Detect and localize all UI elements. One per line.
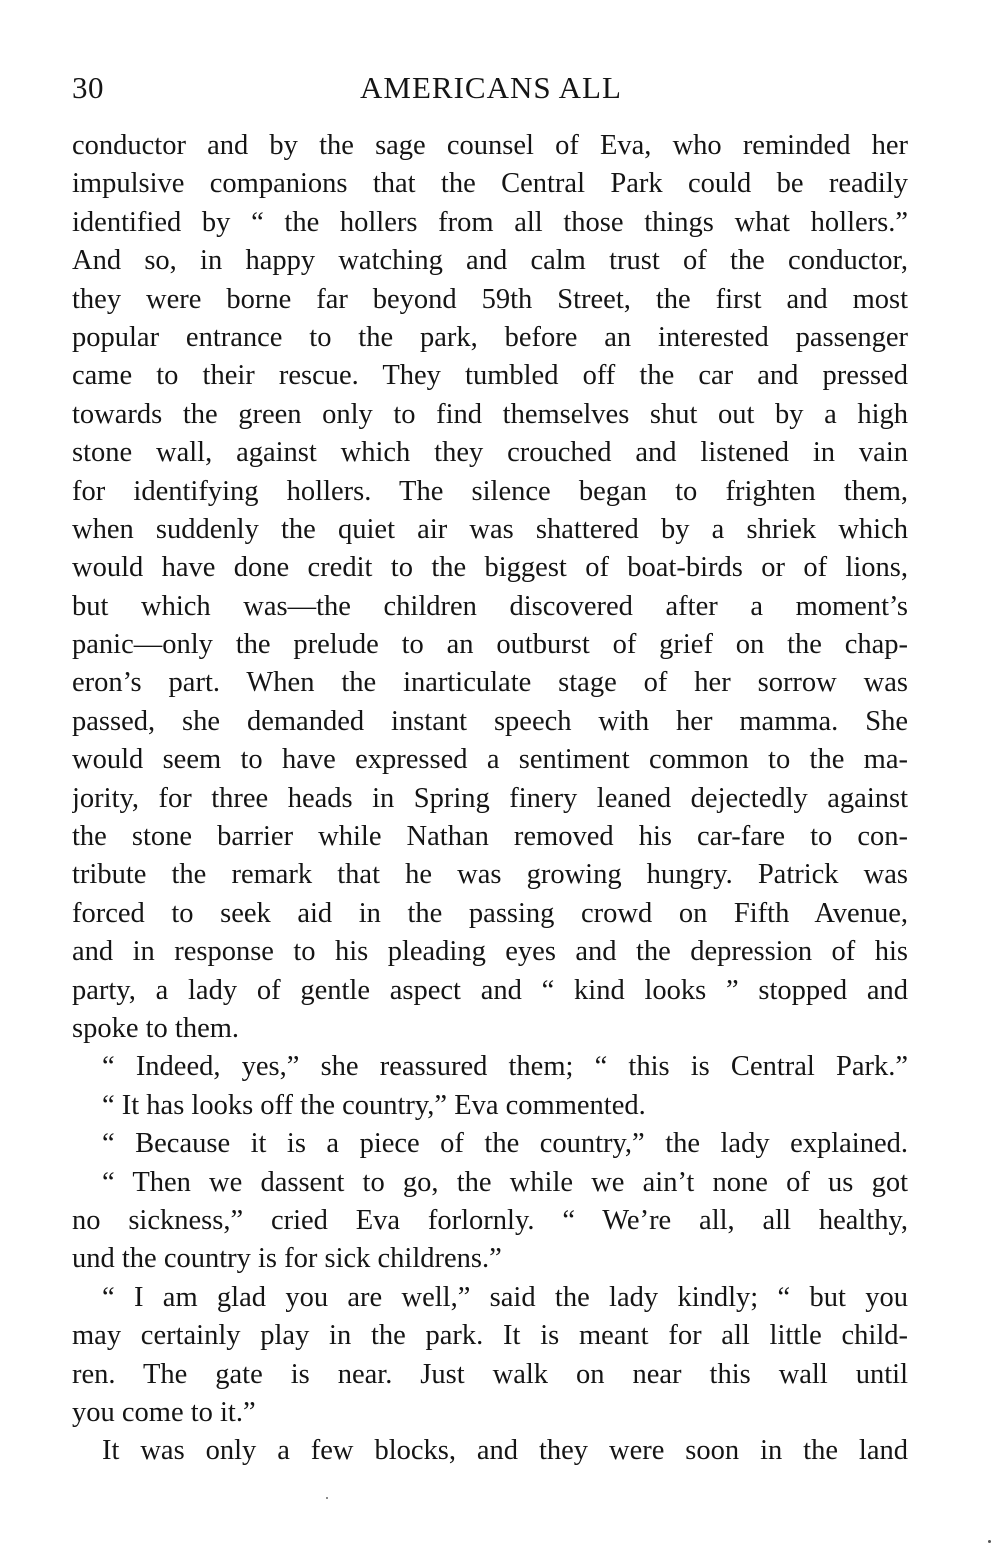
text-line: “ Indeed, yes,” she reassured them; “ this is Central Park.” (102, 1051, 908, 1083)
text-line: and in response to his pleading eyes and the depression of his (72, 936, 908, 968)
text-line: would have done credit to the biggest of boat-birds or of lions, (72, 552, 908, 584)
text-line: ren. The gate is near. Just walk on near this wall until (72, 1358, 908, 1390)
text-line: impulsive companions that the Central Park could be readily (72, 168, 908, 200)
text-line: jority, for three heads in Spring finery leaned dejectedly against (72, 782, 908, 814)
text-line: forced to seek aid in the passing crowd on Fifth Avenue, (72, 897, 908, 929)
text-line: towards the green only to find themselves shut out by a high (72, 398, 908, 430)
body-text (72, 127, 908, 1471)
text-line: conductor and by the sage counsel of Eva, who reminded her (72, 130, 908, 161)
text-line: party, a lady of gentle aspect and “ kind looks ” stopped and (72, 974, 908, 1006)
paper-speck (326, 1497, 328, 1499)
text-line: And so, in happy watching and calm trust of the conductor, (72, 245, 908, 277)
paper-speck (988, 1540, 991, 1543)
text-line: tribute the remark that he was growing hungry. Patrick was (72, 859, 908, 891)
text-line: came to their rescue. They tumbled off the car and pressed (72, 360, 908, 392)
text-line: no sickness,” cried Eva forlornly. “ We’re all, all healthy, (72, 1204, 908, 1236)
text-line: when suddenly the quiet air was shattered by a shriek which (72, 513, 908, 545)
text-line: It was only a few blocks, and they were soon in the land (102, 1435, 908, 1467)
text-line: would seem to have expressed a sentiment common to the ma- (72, 744, 908, 776)
text-line: may certainly play in the park. It is meant for all little child- (72, 1320, 908, 1352)
text-line: spoke to them. (72, 1012, 240, 1044)
text-line: “ I am glad you are well,” said the lady kindly; “ but you (102, 1281, 908, 1313)
page-number: 30 (72, 70, 104, 105)
text-line: they were borne far beyond 59th Street, the first and most (72, 283, 908, 315)
text-line: but which was—the children discovered after a moment’s (72, 590, 908, 622)
text-line: for identifying hollers. The silence began to frighten them, (72, 475, 908, 507)
text-line: “ Because it is a piece of the country,” the lady explained. (102, 1128, 908, 1160)
text-line: panic—only the prelude to an outburst of grief on the chap- (72, 629, 908, 661)
text-line: stone wall, against which they crouched and listened in vain (72, 437, 908, 469)
text-line: “ Then we dassent to go, the while we ain’t none of us got (102, 1166, 908, 1198)
text-line: identified by “ the hollers from all those things what hollers.” (72, 206, 908, 238)
page-header (72, 68, 910, 112)
text-line: popular entrance to the park, before an interested passenger (72, 321, 908, 353)
running-head: AMERICANS ALL (360, 70, 622, 105)
text-line: you come to it.” (72, 1396, 256, 1428)
text-line: eron’s part. When the inarticulate stage of her sorrow was (72, 667, 908, 699)
text-line: und the country is for sick childrens.” (72, 1243, 502, 1275)
text-line: the stone barrier while Nathan removed his car-fare to con- (72, 821, 908, 853)
text-line: “ It has looks off the country,” Eva commented. (102, 1089, 646, 1121)
text-line: passed, she demanded instant speech with her mamma. She (72, 705, 908, 737)
